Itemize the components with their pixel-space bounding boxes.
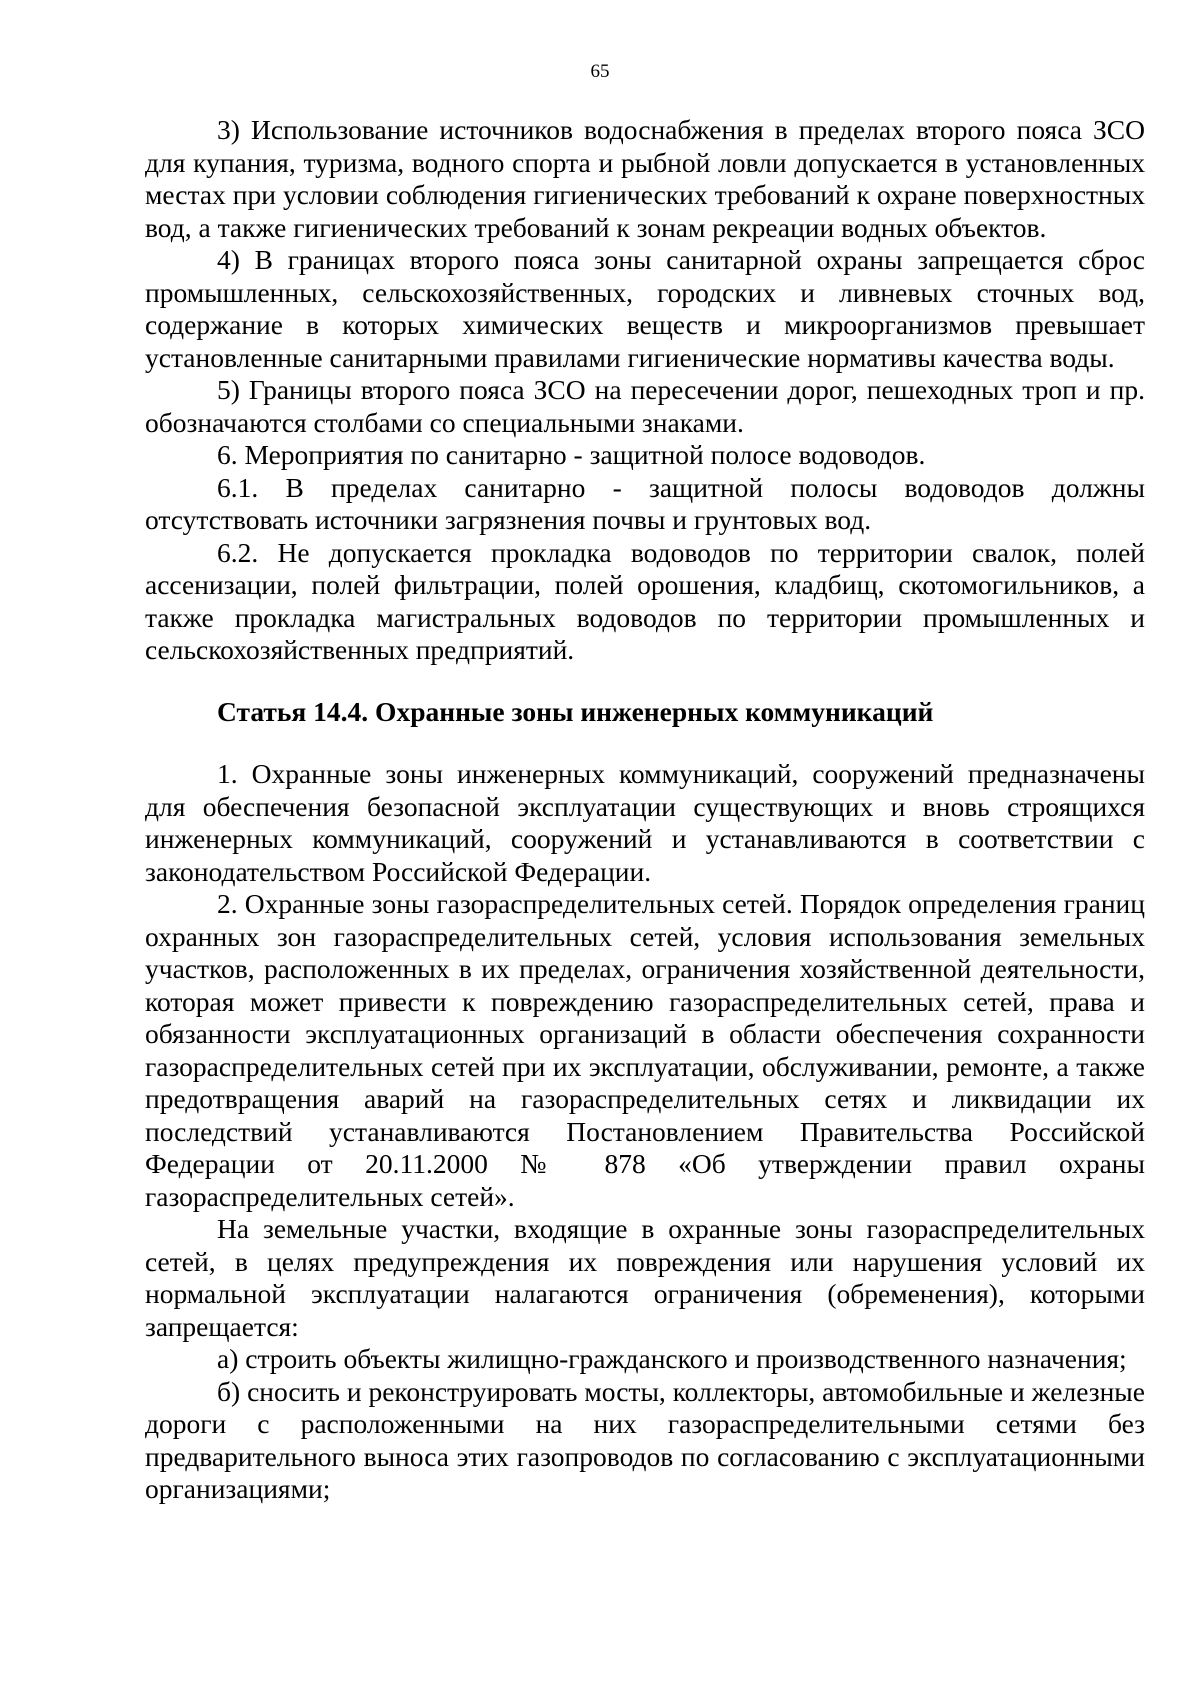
page-number: 65 xyxy=(590,61,610,82)
paragraph-item-3: 3) Использование источников водоснабжения в пределах второго пояса ЗСО для купания, туризма, водного спорта и рыбной ловли допускается в установленных местах при условии соблюдения гигиенических требований к охране поверхностных вод, а также гигиенических требований к зонам рекреации водных объектов. xyxy=(145,114,1145,243)
paragraph-section-6-2: 6.2. Не допускается прокладка водоводов по территории свалок, полей ассенизации, полей фильтрации, полей орошения, кладбищ, скотомогильников, а также прокладка магистральных водоводов по территории промышленных и сельскохозяйственных предприятий. xyxy=(145,536,1145,665)
document-body xyxy=(145,114,1145,1506)
paragraph-article-2: 2. Охранные зоны газораспределительных сетей. Порядок определения границ охранных зон газораспределительных сетей, условия использования земельных участков, расположенных в их пределах, ограничения хозяйственной деятельности, которая может привести к повреждению газораспределительных сетей, права и обязанности эксплуатационных организаций в области обеспечения сохранности газораспределительных сетей при их эксплуатации, обслуживании, ремонте, а также предотвращения аварий на газораспределительных сетях и ликвидации их последствий устанавливаются Постановлением Правительства Российской Федерации от 20.11.2000 № 878 «Об утверждении правил охраны газораспределительных сетей». xyxy=(145,888,1145,1212)
paragraph-article-1: 1. Охранные зоны инженерных коммуникаций, сооружений предназначены для обеспечения безопасной эксплуатации существующих и вновь строящихся инженерных коммуникаций, сооружений и устанавливаются в соответствии с законодательством Российской Федерации. xyxy=(145,758,1145,887)
article-title: Статья 14.4. Охранные зоны инженерных коммуникаций xyxy=(217,695,934,727)
paragraph-restriction-a: а) строить объекты жилищно-гражданского и производственного назначения; xyxy=(217,1343,1127,1374)
paragraph-item-5: 5) Границы второго пояса ЗСО на пересечении дорог, пешеходных троп и пр. обозначаются столбами со специальными знаками. xyxy=(145,374,1145,438)
paragraph-restrictions-intro: На земельные участки, входящие в охранные зоны газораспределительных сетей, в целях предупреждения их повреждения или нарушения условий их нормальной эксплуатации налагаются ограничения (обременения), которыми запрещается: xyxy=(145,1213,1145,1342)
paragraph-section-6-1: 6.1. В пределах санитарно - защитной полосы водоводов должны отсутствовать источники загрязнения почвы и грунтовых вод. xyxy=(145,471,1145,535)
paragraph-restriction-b: б) сносить и реконструировать мосты, коллекторы, автомобильные и железные дороги с расположенными на них газораспределительными сетями без предварительного выноса этих газопроводов по согласованию с эксплуатационными организациями; xyxy=(145,1375,1145,1504)
paragraph-item-4: 4) В границах второго пояса зоны санитарной охраны запрещается сброс промышленных, сельскохозяйственных, городских и ливневых сточных вод, содержание в которых химических веществ и микроорганизмов превышает установленные санитарными правилами гигиенические нормативы качества воды. xyxy=(145,244,1145,373)
paragraph-section-6: 6. Мероприятия по санитарно - защитной полосе водоводов. xyxy=(217,439,926,470)
